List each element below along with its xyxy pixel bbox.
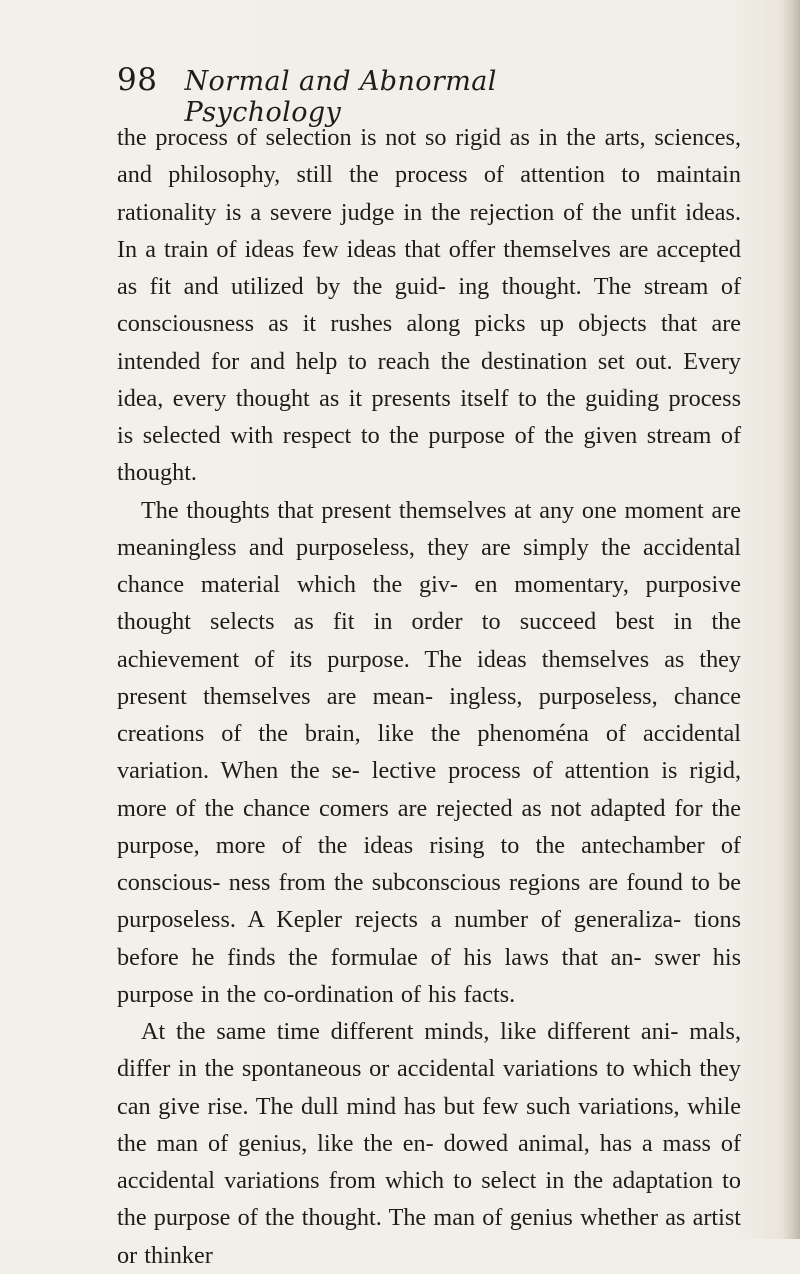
page-body bbox=[117, 119, 741, 1274]
running-title: Normal and Abnormal Psychology bbox=[184, 66, 497, 128]
paragraph-2: The thoughts that present themselves at any one moment are meaningless and purposeless, they are simply the accidental chance material which the giv- en momentary, purposive thought selects as fit in order to succeed best in the achievement of its purpose. The ideas themselves as they present themselves are mean- ingless, purposeless, chance creations of the brain, like the phenoména of accidental variation. When the se- lective process of attention is rigid, more of the chance comers are rejected as not adapted for the purpose, more of the ideas rising to the antechamber of conscious- ness from the subconscious regions are found to be purposeless. A Kepler rejects a number of generaliza- tions before he finds the formulae of his laws that an- swer his purpose in the co-ordination of his facts. bbox=[117, 496, 741, 1008]
page-edge-shadow bbox=[782, 0, 800, 1239]
paragraph-3: At the same time different minds, like different ani- mals, differ in the spontaneous or accidental variations to which they can give rise. The dull mind has but few such variations, while the man of genius, like the en- dowed animal, has a mass of accidental variations from which to select in the adaptation to the purpose of the thought. The man of genius whether as artist or thinker bbox=[117, 1018, 741, 1269]
paragraph-1: the process of selection is not so rigid as in the arts, sciences, and philosophy, still the process of attention to maintain rationality is a severe judge in the rejection of the unfit ideas. In a train of ideas few ideas that offer themselves are accepted as fit and utilized by the guid- ing thought. The stream of consciousness as it rushes along picks up objects that are intended for and help to reach the destination set out. Every idea, every thought as it presents itself to the guiding process is selected with respect to the purpose of the given stream of thought. bbox=[117, 124, 741, 487]
page-number: 98 bbox=[117, 62, 158, 98]
page-header bbox=[117, 62, 637, 128]
